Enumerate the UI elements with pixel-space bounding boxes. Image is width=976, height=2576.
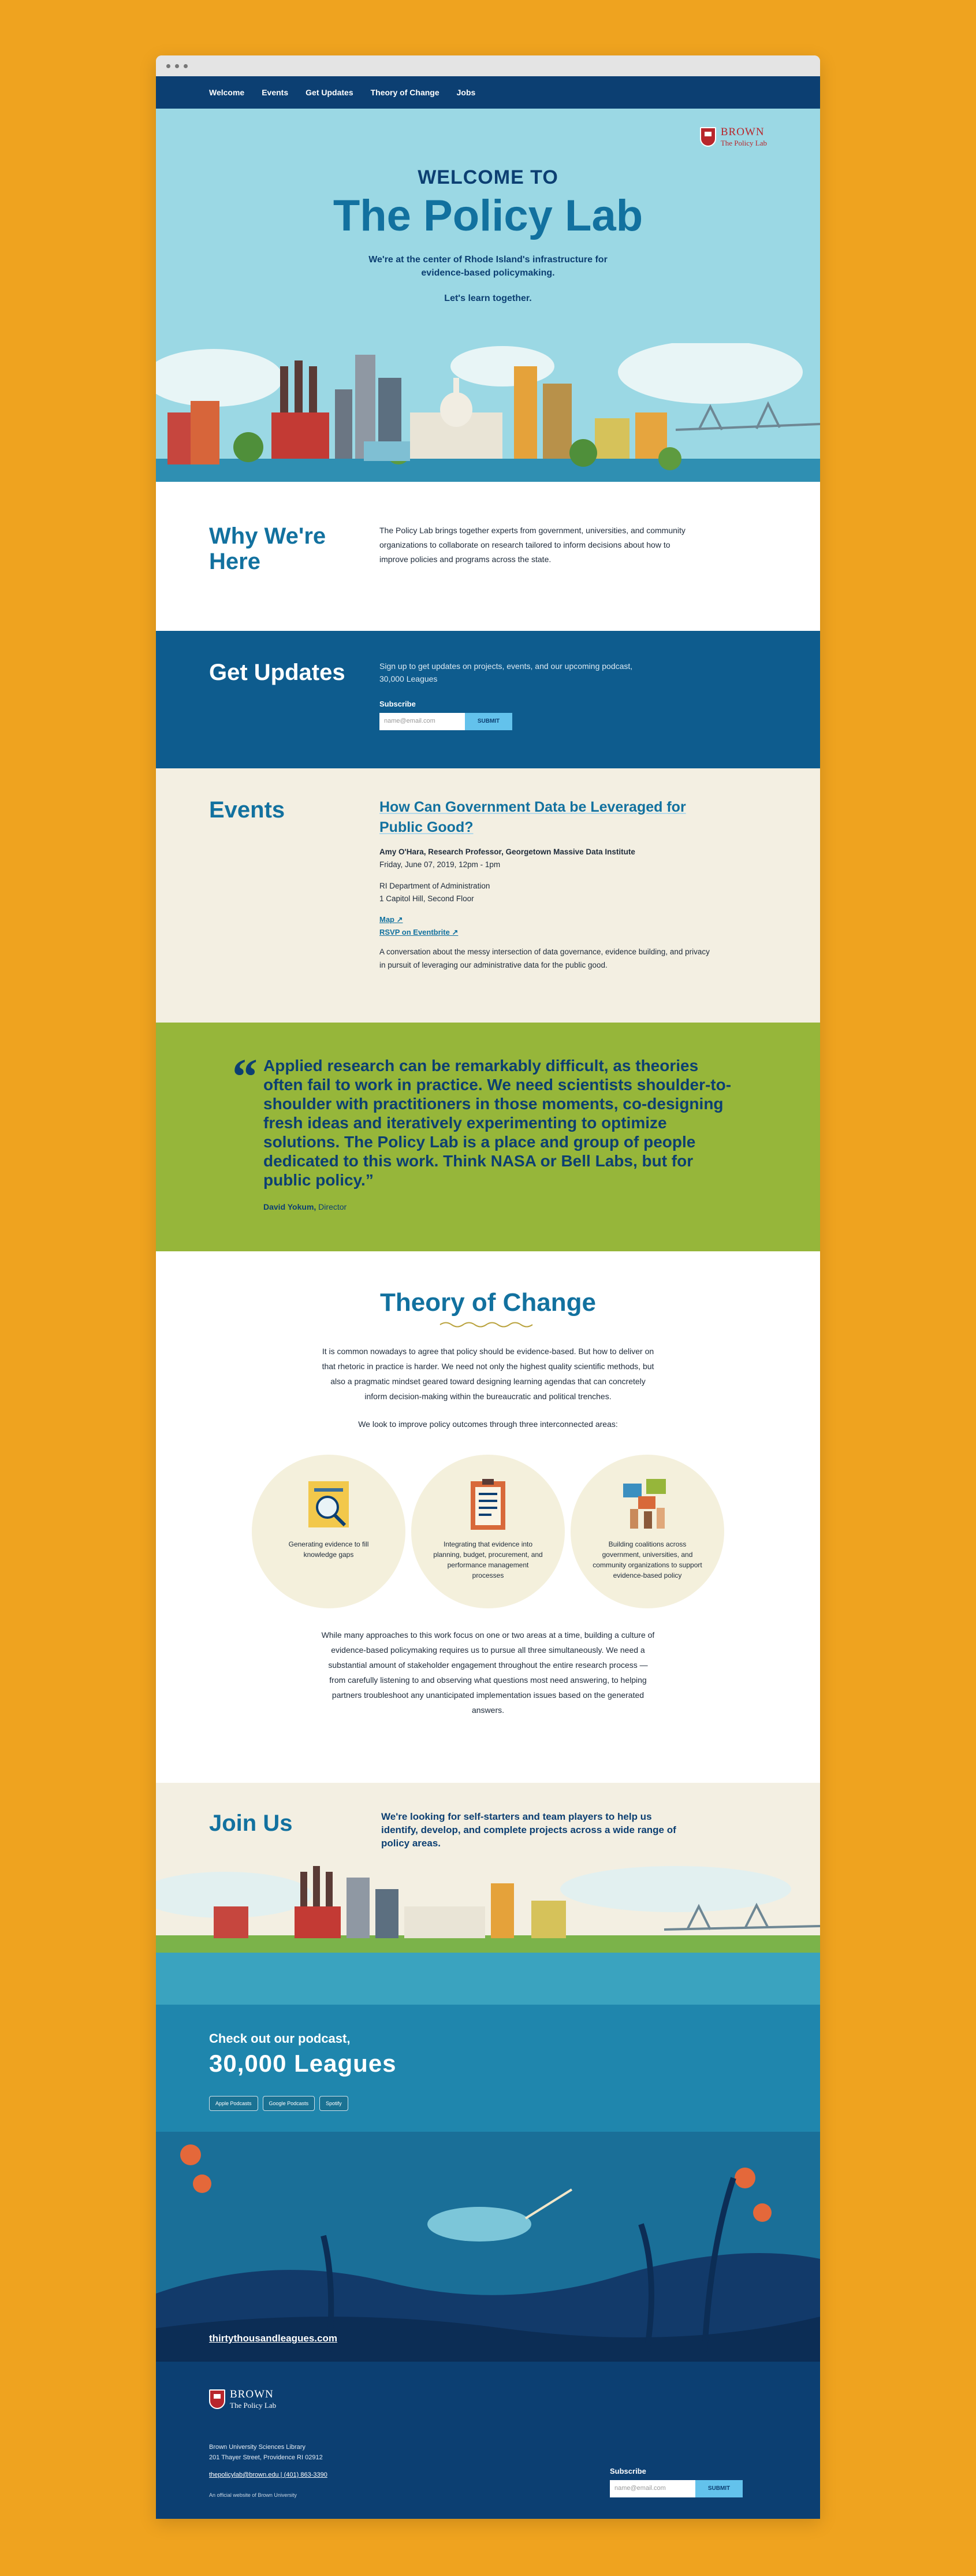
brand-line2: The Policy Lab (720, 139, 767, 147)
footer-address (209, 2443, 323, 2463)
footer-email-field[interactable]: name@email.com (610, 2480, 695, 2497)
nav-jobs[interactable]: Jobs (456, 88, 476, 97)
nav-welcome[interactable]: Welcome (209, 88, 245, 97)
quote-author: David Yokum, (263, 1202, 316, 1212)
area-card (411, 1455, 565, 1608)
area-card (571, 1455, 724, 1608)
city-shoreline-illustration (156, 1849, 820, 2005)
clipboard-icon (459, 1475, 517, 1533)
theory-section (156, 1251, 820, 1783)
quote-section (156, 1023, 820, 1251)
area-label: Generating evidence to fill knowledge gaps (288, 1540, 369, 1559)
footer-brand-line2: The Policy Lab (230, 2401, 277, 2410)
footer-brand-line1: BROWN (230, 2388, 274, 2400)
why-title: Why We're Here (209, 523, 326, 574)
nav-theory-of-change[interactable]: Theory of Change (370, 88, 439, 97)
podcast-pre-title: Check out our podcast, (209, 2031, 351, 2046)
event-speaker: Amy O'Hara, Research Professor, Georgetown Massive Data Institute (379, 847, 635, 856)
browser-chrome (156, 55, 820, 76)
theory-closing: While many approaches to this work focus on one or two areas at a time, building a culture of evidence-based policymaking requires us to pursue all three simultaneously. We need a substantial amount of stakeholder engagement throughout the entire research process — from carefully listening to and observing what questions most need answering, to helping partners troubleshoot any unanticipated implementation issues based on the generated answers. (321, 1630, 655, 1715)
footer-submit-button[interactable]: SUBMIT (695, 2480, 743, 2497)
speech-hands-icon (619, 1475, 676, 1533)
footer-note: An official website of Brown University (209, 2492, 297, 2498)
events-title: Events (209, 797, 285, 823)
event-address: 1 Capitol Hill, Second Floor (379, 894, 474, 903)
area-label: Building coalitions across government, universities, and community organizations to support evidence-based policy (593, 1540, 702, 1580)
rsvp-link[interactable]: RSVP on Eventbrite ↗ (379, 928, 459, 937)
quote-mark-icon: “ (232, 1049, 258, 1105)
subscribe-form (379, 713, 634, 730)
event-title-link[interactable]: How Can Government Data be Leveraged for Public Good? (379, 799, 686, 835)
footer-subscribe-label: Subscribe (610, 2467, 646, 2475)
footer-subscribe-form (610, 2480, 743, 2497)
event-description: A conversation about the messy intersection of data governance, evidence building, and privacy in pursuit of leveraging our administrative data for the public good. (379, 947, 710, 969)
squiggle-divider-icon (439, 1321, 537, 1329)
podcast-url-link[interactable]: thirtythousandleagues.com (209, 2333, 337, 2344)
browser-window (156, 55, 820, 2519)
brown-shield-icon (209, 2389, 225, 2409)
join-body: We're looking for self-starters and team players to help us identify, develop, and complete projects across a wide range of policy areas. (381, 1811, 676, 1849)
join-title: Join Us (209, 1811, 293, 1836)
theory-intro: It is common nowadays to agree that policy should be evidence-based. But how to deliver on that rhetoric in practice is harder. We need not only the highest quality scientific methods, but also a pragmatic mindset geared toward designing learning agendas that can concretely inform decision-making within the bureaucratic and political trenches. (322, 1347, 654, 1401)
brown-logo[interactable] (700, 126, 767, 148)
brand-line1: BROWN (720, 126, 765, 138)
window-dot (184, 64, 188, 68)
top-nav (156, 76, 820, 109)
hero-section (156, 109, 820, 482)
address-line1: Brown University Sciences Library (209, 2444, 306, 2451)
email-field[interactable]: name@email.com (379, 713, 465, 730)
podcast-badges (209, 2096, 348, 2111)
footer-brown-logo[interactable] (209, 2388, 276, 2410)
theory-lead: We look to improve policy outcomes through three interconnected areas: (358, 1419, 618, 1429)
podcast-title: 30,000 Leagues (209, 2050, 397, 2077)
updates-body: Sign up to get updates on projects, events, and our upcoming podcast, 30,000 Leagues (379, 661, 633, 684)
podcast-section (156, 2005, 820, 2362)
footer-subscribe (610, 2467, 743, 2497)
google-podcasts-badge[interactable]: Google Podcasts (263, 2096, 315, 2111)
apple-podcasts-badge[interactable]: Apple Podcasts (209, 2096, 258, 2111)
event-date: Friday, June 07, 2019, 12pm - 1pm (379, 860, 501, 869)
submit-button[interactable]: SUBMIT (465, 713, 512, 730)
why-body: The Policy Lab brings together experts from government, universities, and community organizations to collaborate on research tailored to inform decisions about how to improve policies and programs across the state. (379, 526, 686, 564)
window-dot (166, 64, 170, 68)
brown-shield-icon (700, 127, 716, 147)
window-dot (175, 64, 179, 68)
events-section (156, 768, 820, 1023)
map-link[interactable]: Map ↗ (379, 915, 403, 924)
nav-events[interactable]: Events (262, 88, 289, 97)
area-card (252, 1455, 405, 1608)
why-section (156, 482, 820, 631)
updates-section (156, 631, 820, 768)
hero-pre-title: WELCOME TO (418, 166, 558, 188)
page-title: The Policy Lab (333, 191, 643, 240)
subscribe-label: Subscribe (379, 699, 416, 708)
quote-role: Director (316, 1202, 347, 1212)
footer-contact-link[interactable]: thepolicylab@brown.edu | (401) 863-3390 (209, 2471, 327, 2478)
nav-get-updates[interactable]: Get Updates (306, 88, 353, 97)
event-venue: RI Department of Administration (379, 881, 490, 890)
quote-attribution (263, 1202, 820, 1211)
footer (156, 2362, 820, 2519)
hero-subtitle: We're at the center of Rhode Island's infrastructure for evidence-based policymaking. (368, 255, 608, 278)
area-label: Integrating that evidence into planning, budget, procurement, and performance management processes (433, 1540, 543, 1580)
address-line2: 201 Thayer Street, Providence RI 02912 (209, 2454, 323, 2461)
theory-title: Theory of Change (379, 1288, 597, 1317)
hero-cta: Let's learn together. (444, 293, 532, 303)
theory-areas (156, 1455, 820, 1608)
join-section (156, 1783, 820, 2005)
spotify-badge[interactable]: Spotify (319, 2096, 348, 2111)
magnifier-report-icon (300, 1475, 357, 1533)
city-skyline-illustration (156, 343, 820, 482)
quote-text: Applied research can be remarkably difficult, as theories often fail to work in practice. We need scientists shoulder-to-shoulder with practitioners in those moments, co-designing fresh ideas and iteratively experimenting to optimize solutions. The Policy Lab is a place and group of people dedicated to this work. Think NASA or Bell Labs, but for public policy.” (263, 1057, 732, 1190)
updates-title: Get Updates (209, 660, 345, 685)
